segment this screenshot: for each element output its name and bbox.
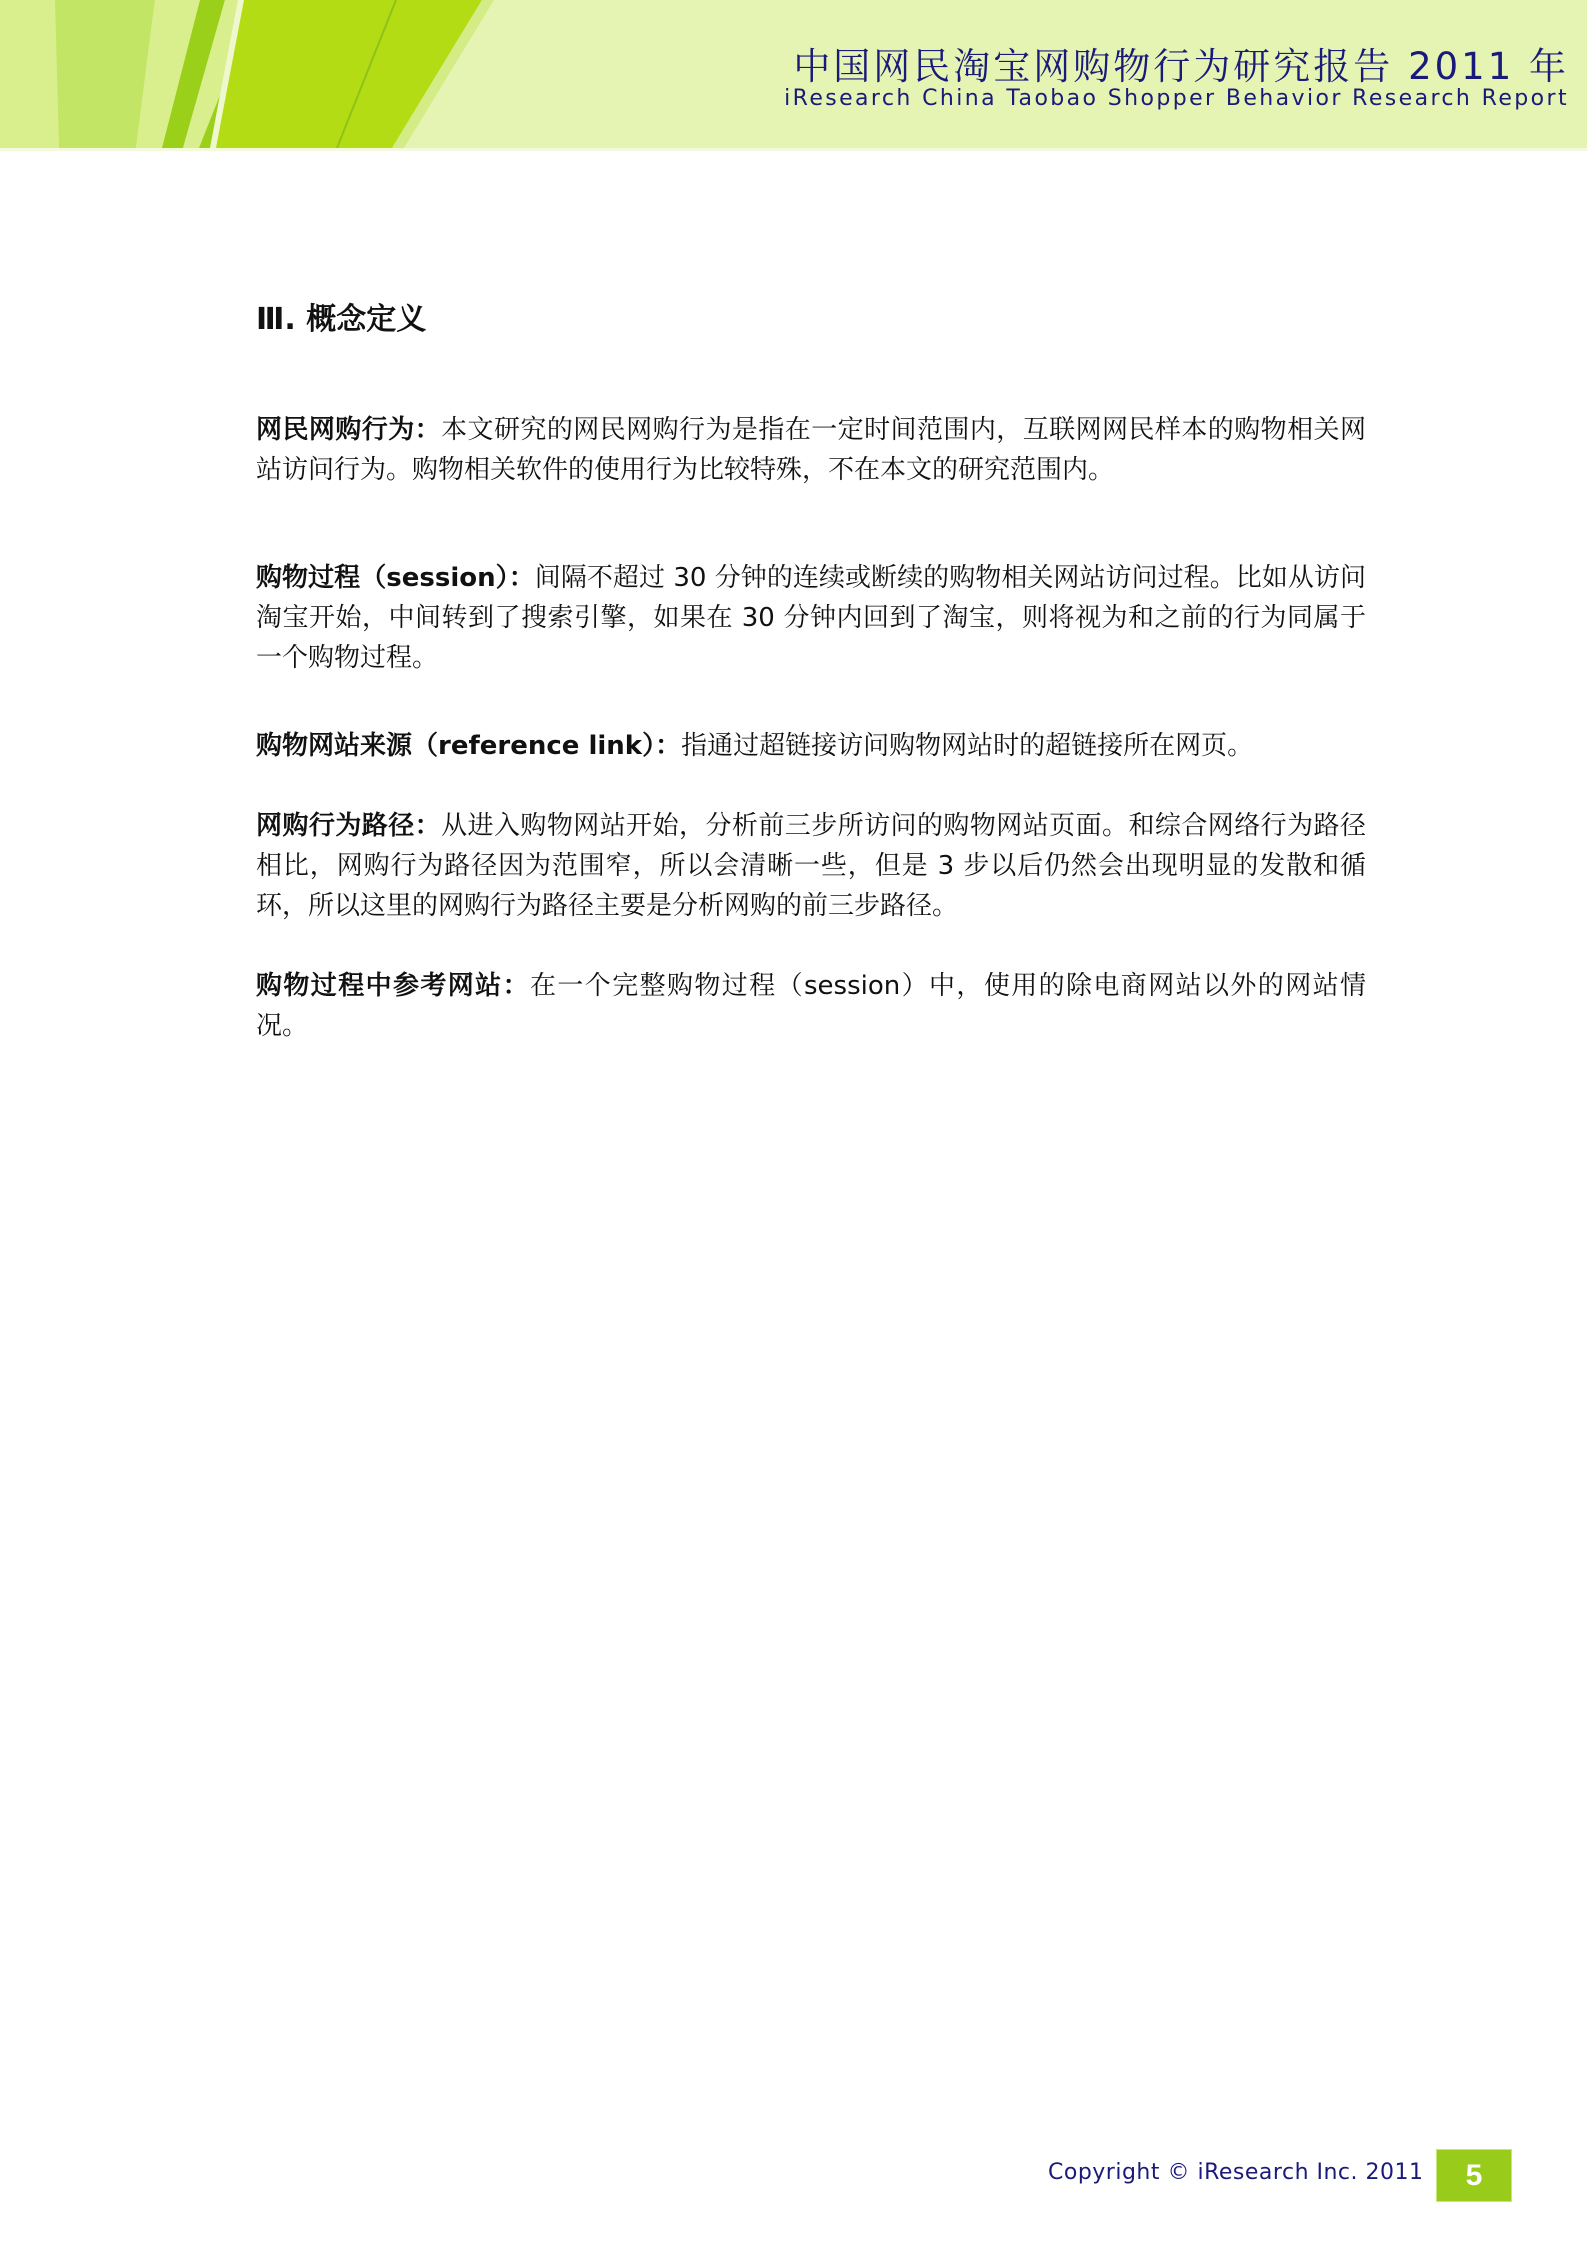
report-title-chinese: 中国网民淘宝网购物行为研究报告 2011 年 [793, 45, 1569, 88]
spacer [256, 490, 1366, 558]
definition-item [256, 726, 1366, 766]
definition-item [256, 806, 1366, 926]
spacer [256, 678, 1366, 726]
definition-separator: ： [414, 415, 442, 445]
copyright-notice: Copyright © iResearch Inc. 2011 [1048, 2160, 1424, 2185]
definition-item [256, 966, 1366, 1046]
definition-separator: ： [655, 731, 682, 761]
definition-separator: ： [502, 971, 530, 1001]
definition-text: 在一个完整购物过程（session）中，使用的除电商网站以外的网站情况。 [256, 971, 1366, 1041]
definition-text: 间隔不超过 30 分钟的连续或断续的购物相关网站访问过程。比如从访问淘宝开始，中间转到了搜索引擎，如果在 30 分钟内回到了淘宝，则将视为和之前的行为同属于一个购物过程。 [256, 563, 1366, 673]
definition-separator: ： [508, 563, 535, 593]
definition-item [256, 410, 1366, 490]
spacer [256, 766, 1366, 806]
definition-term: 购物过程（session） [256, 563, 509, 593]
definition-item [256, 558, 1366, 678]
definition-term: 网民网购行为 [256, 415, 415, 445]
definition-text: 本文研究的网民网购行为是指在一定时间范围内，互联网网民样本的购物相关网站访问行为。购物相关软件的使用行为比较特殊，不在本文的研究范围内。 [256, 415, 1366, 485]
header-divider [0, 148, 1587, 151]
page-number-badge: 5 [1436, 2149, 1512, 2202]
report-title-english: iResearch China Taobao Shopper Behavior Research Report [784, 86, 1569, 111]
definition-term: 网购行为路径 [256, 811, 415, 841]
definition-term: 购物网站来源（reference link） [256, 731, 656, 761]
definition-text: 指通过超链接访问购物网站时的超链接所在网页。 [681, 731, 1254, 761]
definition-text: 从进入购物网站开始，分析前三步所访问的购物网站页面。和综合网络行为路径相比，网购行为路径因为范围窄，所以会清晰一些，但是 3 步以后仍然会出现明显的发散和循环，所以这里的网购行为路径主要是分析网购的前三步路径。 [256, 811, 1366, 921]
main-content [256, 300, 1366, 1046]
section-title: Ⅲ. 概念定义 [256, 302, 427, 337]
page-header-banner [0, 0, 1587, 148]
definition-separator: ： [414, 811, 442, 841]
spacer [256, 926, 1366, 966]
definition-term: 购物过程中参考网站 [256, 971, 503, 1001]
